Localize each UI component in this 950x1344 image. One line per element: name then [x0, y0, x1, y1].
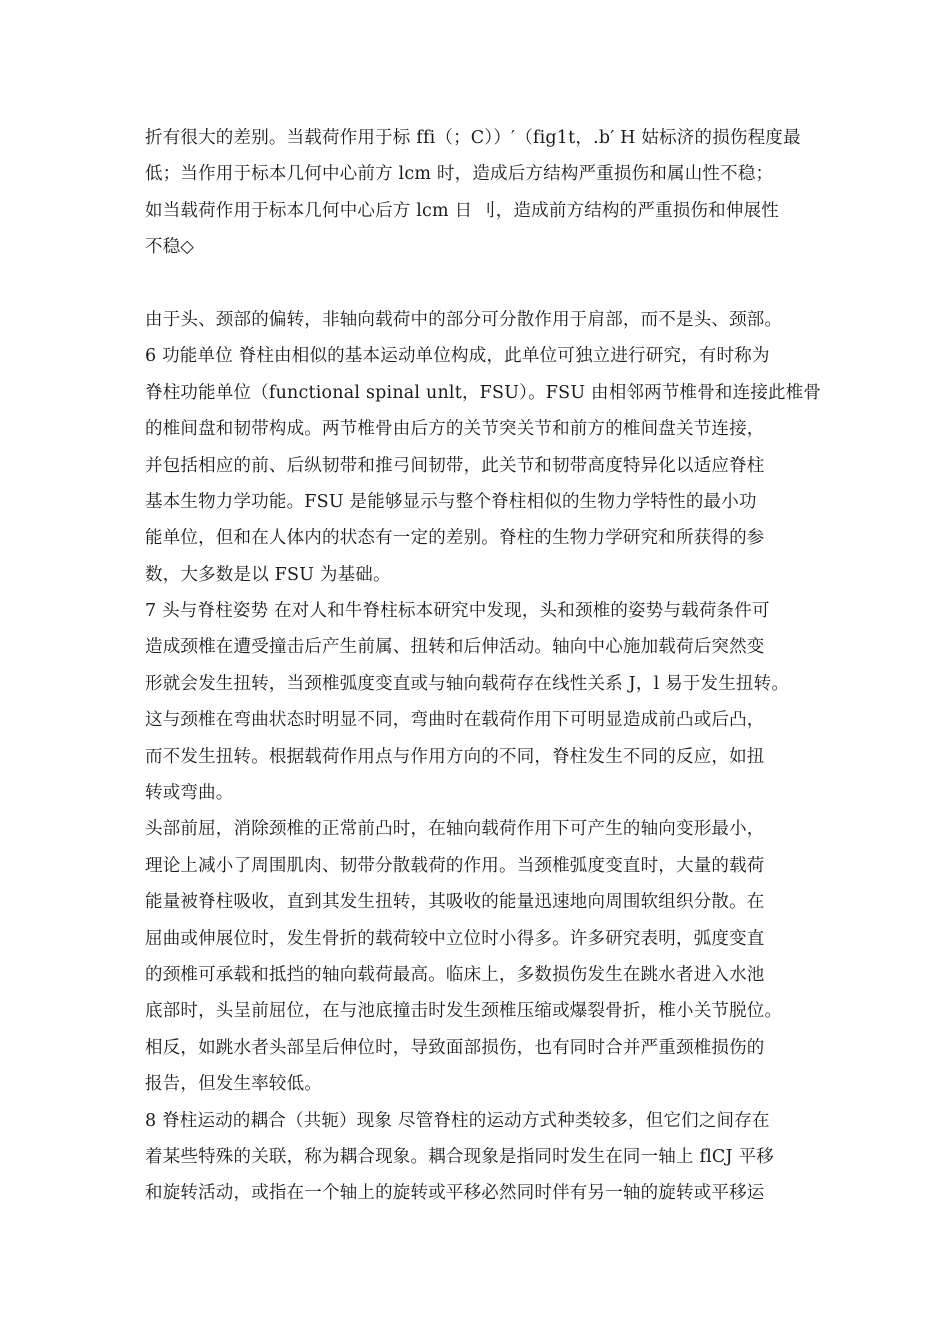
text-line: 的椎间盘和韧带构成。两节椎骨由后方的关节突关节和前方的椎间盘关节连接， [145, 419, 765, 440]
text-line: 屈曲或伸展位时，发生骨折的载荷较中立位时小得多。许多研究表明，弧度变直 [145, 928, 765, 949]
text-line: 转或弯曲。 [145, 783, 234, 804]
text-line: 并包括相应的前、后纵韧带和推弓间韧带，此关节和韧带高度特异化以适应脊柱 [145, 455, 765, 476]
text-line: 报告，但发生率较低。 [145, 1074, 322, 1095]
text-line: 折有很大的差别。当载荷作用于标 ffi（；C））′（fig1t，.b′ H 姑标济的损伤程度最 [145, 128, 801, 148]
text-line: 脊柱功能单位（functional spinal unlt，FSU）。FSU 由相邻两节椎骨和连接此椎骨 [145, 382, 822, 403]
section-7-heading-line: 7 头与脊柱姿势 在对人和牛脊柱标本研究中发现，头和颈椎的姿势与载荷条件可 [145, 601, 770, 622]
text-line: 能量被脊柱吸收，直到其发生扭转，其吸收的能量迅速地向周围软组织分散。在 [145, 892, 765, 913]
text-line: 的颈椎可承载和抵挡的轴向载荷最高。临床上，多数损伤发生在跳水者进入水池 [145, 964, 765, 985]
paragraph-block-1 [145, 120, 830, 266]
text-line: 造成颈椎在遭受撞击后产生前属、扭转和后伸活动。轴向中心施加载荷后突然变 [145, 637, 765, 658]
section-8-heading-line: 8 脊柱运动的耦合（共轭）现象 尽管脊柱的运动方式种类较多，但它们之间存在 [145, 1110, 770, 1131]
text-line: 理论上减小了周围肌肉、韧带分散载荷的作用。当颈椎弧度变直时，大量的载荷 [145, 855, 765, 876]
text-line: 基本生物力学功能。FSU 是能够显示与整个脊柱相似的生物力学特性的最小功 [145, 491, 757, 512]
text-line: 这与颈椎在弯曲状态时明显不同，弯曲时在载荷作用下可明显造成前凸或后凸， [145, 710, 765, 731]
text-line: 不稳◇ [145, 237, 195, 258]
text-line: 头部前屈，消除颈椎的正常前凸时，在轴向载荷作用下可产生的轴向变形最小， [145, 819, 765, 840]
section-6-heading-line: 6 功能单位 脊柱由相似的基本运动单位构成，此单位可独立进行研究，有时称为 [145, 346, 770, 367]
text-line: 和旋转活动，或指在一个轴上的旋转或平移必然同时伴有另一轴的旋转或平移运 [145, 1183, 765, 1204]
text-line: 能单位，但和在人体内的状态有一定的差别。脊柱的生物力学研究和所获得的参 [145, 528, 765, 549]
text-line: 底部时，头呈前屈位，在与池底撞击时发生颈椎压缩或爆裂骨折，椎小关节脱位。 [145, 1001, 783, 1022]
text-line: 形就会发生扭转，当颈椎弧度变直或与轴向载荷存在线性关系 J，l 易于发生扭转。 [145, 673, 790, 694]
text-line: 由于头、颈部的偏转，非轴向载荷中的部分可分散作用于肩部，而不是头、颈部。 [145, 309, 783, 330]
text-line: 相反，如跳水者头部呈后伸位时，导致面部损伤，也有同时合并严重颈椎损伤的 [145, 1037, 765, 1058]
text-line: 而不发生扭转。根据载荷作用点与作用方向的不同，脊柱发生不同的反应，如扭 [145, 746, 765, 767]
text-line: 低；当作用于标本几何中心前方 lcm 时，造成后方结构严重损伤和属山性不稳； [145, 164, 774, 185]
text-line: 着某些特殊的关联，称为耦合现象。耦合现象是指同时发生在同一轴上 flCJ 平移 [145, 1146, 774, 1167]
blank-line [145, 266, 830, 302]
text-line: 如当载荷作用于标本几何中心后方 lcm 日 刂，造成前方结构的严重损伤和伸展性 [145, 200, 779, 221]
paragraph-block-2 [145, 302, 830, 1212]
text-line: 数，大多数是以 FSU 为基础。 [145, 564, 391, 585]
